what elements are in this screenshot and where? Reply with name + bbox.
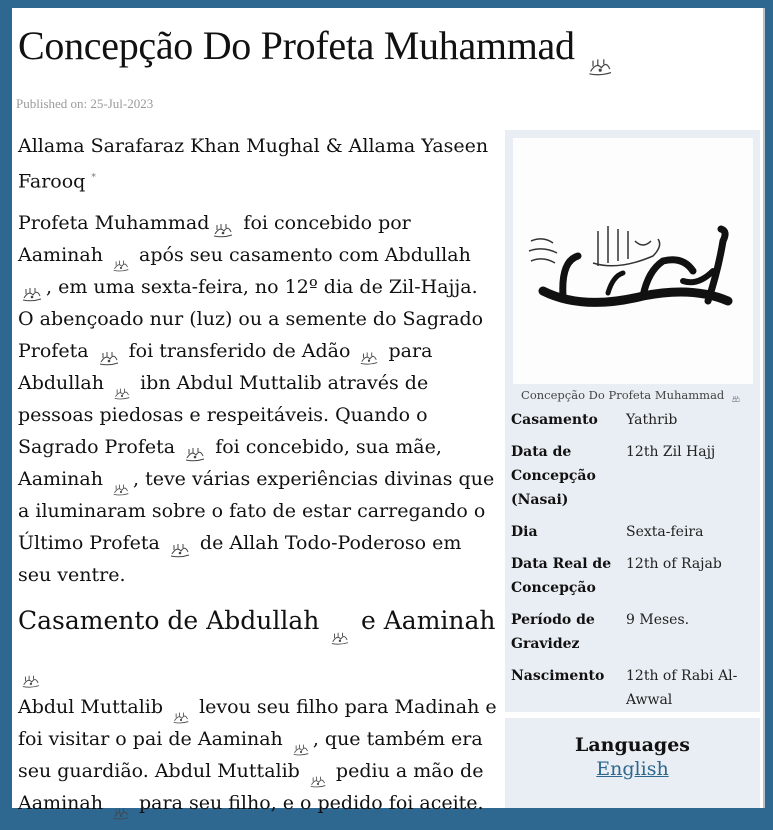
infobox-row [511, 520, 754, 544]
page-title [18, 22, 616, 69]
languages-title: Languages [575, 734, 690, 756]
text-run: levou seu filho para Madinah e foi visitar o pai de Aaminah [18, 696, 497, 751]
paragraph-marriage [18, 691, 498, 819]
infobox-row [511, 664, 754, 712]
infobox-value: Yathrib [626, 412, 678, 428]
text-run: foi concebido, sua mãe, Aaminah [18, 436, 442, 491]
text-run: Profeta Muhammad [18, 212, 210, 235]
infobox-key: Nascimento [511, 668, 605, 684]
language-link-english[interactable]: English [596, 758, 669, 780]
section-heading-marriage [18, 599, 498, 685]
published-date: Published on: 25-Jul-2023 [16, 96, 154, 111]
caption-text: Concepção Do Profeta Muhammad [521, 388, 725, 402]
infobox-row [511, 440, 754, 512]
pbuh-calligraphy-icon [184, 440, 206, 456]
radiallahu-anhu-icon [113, 378, 131, 391]
text-run: pediu a mão de Aaminah [18, 760, 484, 815]
author-names: Allama Sarafaraz Khan Mughal & Allama Yaseen Farooq [18, 135, 489, 193]
pbuh-calligraphy-icon [21, 280, 43, 296]
pbuh-calligraphy-icon [98, 344, 120, 360]
infobox-key: Casamento [511, 412, 598, 428]
text-run: Casamento de Abdullah [18, 606, 328, 636]
infobox-value: 12th of Rajab [626, 556, 722, 572]
pbuh-calligraphy-icon [731, 392, 741, 401]
infobox-value: Sexta-feira [626, 524, 704, 540]
text-run: de Allah Todo-Poderoso em seu ventre. [18, 532, 462, 587]
radiallahu-anhu-icon [330, 616, 350, 630]
calligraphy-image [513, 138, 753, 384]
text-run: para seu filho, e o pedido foi aceite. [132, 792, 484, 815]
infobox-row [511, 408, 754, 432]
text-run: , que também era seu guardião. Abdul Muttalib [18, 728, 483, 783]
text-run: e Aaminah [353, 606, 496, 636]
text-run: foi transferido de Adão [122, 340, 357, 363]
infobox-key: Período de Gravidez [511, 612, 595, 652]
article-card [12, 8, 765, 815]
text-run: ibn Abdul Muttalib através de pessoas piedosas e respeitáveis. Quando o Sagrado Profeta [18, 372, 429, 459]
infobox [505, 130, 760, 712]
infobox-value: 12th of Rabi Al-Awwal [626, 668, 738, 708]
article-body [18, 130, 498, 827]
radiallahu-anhu-icon [172, 702, 190, 715]
author-line [18, 130, 498, 197]
infobox-value: 12th Zil Hajj [626, 444, 716, 460]
infobox-rows [511, 408, 754, 712]
infobox-value: 9 Meses. [626, 612, 690, 628]
radiallahu-anhu-icon [309, 766, 327, 779]
text-run: após seu casamento com Abdullah [132, 244, 471, 267]
text-run: , teve várias experiências divinas que a iluminaram sobre o fato de estar carregando o Último Profeta [18, 468, 495, 555]
pbuh-calligraphy-icon [212, 216, 234, 232]
pbuh-calligraphy-icon [169, 536, 191, 552]
text-run: foi concebido por Aaminah [18, 212, 411, 267]
text-run: , em uma sexta-feira, no 12º dia de Zil-Hajja. O abençoado nur (luz) ou a semente do Sagrado Profeta [18, 276, 484, 363]
languages-box [505, 718, 760, 808]
infobox-key: Dia [511, 524, 538, 540]
radiallahu-anha-icon [292, 734, 310, 747]
infobox-row [511, 552, 754, 600]
infobox-row [511, 608, 754, 656]
radiallahu-anha-icon [112, 798, 130, 811]
text-run: Abdul Muttalib [18, 696, 170, 719]
muhammad-calligraphy-icon [523, 201, 743, 321]
text-run: para Abdullah [18, 340, 433, 395]
radiallahu-anha-icon [21, 659, 41, 673]
alayhissalam-icon [359, 344, 379, 360]
pbuh-calligraphy-icon [587, 39, 613, 61]
radiallahu-anha-icon [112, 474, 130, 487]
author-marker: * [91, 173, 96, 183]
paragraph-conception [18, 207, 498, 591]
infobox-key: Data Real de Concepção [511, 556, 612, 596]
image-caption [511, 388, 754, 402]
page-title-text: Concepção Do Profeta Muhammad [18, 23, 575, 68]
radiallahu-anha-icon [112, 250, 130, 263]
infobox-key: Data de Concepção (Nasai) [511, 444, 596, 508]
